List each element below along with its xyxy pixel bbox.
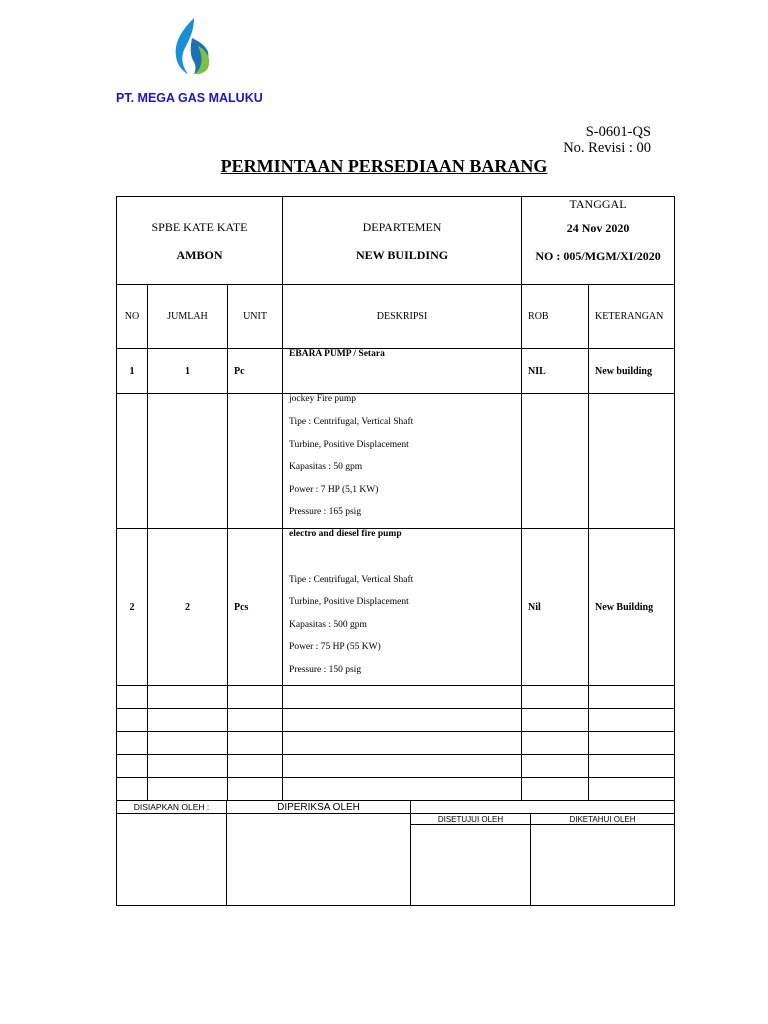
item-rob: Nil [522,529,589,686]
info-row [117,197,675,285]
approved-by-sign-area [411,825,531,906]
table-row [117,394,675,529]
document-code: S-0601-QS [585,124,651,140]
item-details [283,394,522,529]
item-keterangan: New building [589,349,675,394]
item-title-text: electro and diesel fire pump [289,529,402,539]
detail-line: Kapasitas : 500 gpm [289,619,367,630]
item-jumlah: 1 [148,349,228,394]
empty-row [117,686,675,709]
item-no: 2 [117,529,148,686]
detail-line: Pressure : 165 psig [289,507,362,517]
table-row [117,349,675,394]
location-value: AMBON [176,247,223,262]
acknowledged-by-label: DIKETAHUI OLEH [531,814,675,825]
col-deskripsi: DESKRIPSI [283,285,522,349]
location-label: SPBE KATE KATE [151,219,248,234]
approval-header [411,801,675,814]
empty-row [117,778,675,801]
checked-by-sign-area [227,814,411,906]
signature-subheader-row [117,814,675,825]
request-form-table [116,196,675,801]
item-no: 1 [117,349,148,394]
date-label: TANGGAL [569,197,627,211]
prepared-by-label: DISIAPKAN OLEH : [117,801,227,814]
detail-line: Tipe : Centrifugal, Vertical Shaft [289,574,414,585]
empty-cell [228,394,283,529]
date-cell [522,197,675,285]
department-value: NEW BUILDING [355,247,449,262]
item-unit: Pc [228,349,283,394]
company-name: PT. MEGA GAS MALUKU [116,91,263,105]
col-jumlah: JUMLAH [148,285,228,349]
item-rob: NIL [522,349,589,394]
detail-spacer [289,546,521,569]
detail-line: Tipe : Centrifugal, Vertical Shaft [289,417,414,427]
detail-line: jockey Fire pump [289,394,357,404]
department-label: DEPARTEMEN [362,219,442,234]
detail-line: Pressure : 150 psig [289,664,362,675]
detail-line: Turbine, Positive Displacement [289,597,409,607]
empty-cell [589,394,675,529]
detail-line: Power : 75 HP (55 KW) [289,642,381,652]
table-row [117,529,675,686]
detail-line: Kapasitas : 50 gpm [289,462,363,472]
document-title: PERMINTAAN PERSEDIAAN BARANG [220,156,548,176]
item-details [283,529,522,686]
detail-line: Turbine, Positive Displacement [289,439,409,450]
empty-cell [522,394,589,529]
column-header-row [117,285,675,349]
empty-row [117,732,675,755]
empty-row [117,755,675,778]
item-jumlah: 2 [148,529,228,686]
water-drop-logo-icon [168,16,218,76]
col-unit: UNIT [228,285,283,349]
revision-number: No. Revisi : 00 [563,140,651,156]
empty-cell [148,394,228,529]
item-unit: Pcs [228,529,283,686]
signature-header-row [117,801,675,814]
location-cell [117,197,283,285]
col-rob: ROB [522,285,589,349]
prepared-by-sign-area [117,814,227,906]
detail-line: Power : 7 HP (5,1 KW) [289,484,379,495]
col-keterangan: KETERANGAN [589,285,675,349]
empty-cell [117,394,148,529]
col-no: NO [117,285,148,349]
request-number: NO : 005/MGM/XI/2020 [535,249,661,263]
item-keterangan: New Building [589,529,675,686]
department-cell [283,197,522,285]
acknowledged-by-sign-area [531,825,675,906]
signature-table [116,800,675,906]
approved-by-label: DISETUJUI OLEH [411,814,531,825]
date-value: 24 Nov 2020 [566,221,630,235]
item-title-text: EBARA PUMP / Setara [289,349,385,359]
checked-by-label: DIPERIKSA OLEH [227,801,411,814]
empty-row [117,709,675,732]
item-title [283,349,522,394]
